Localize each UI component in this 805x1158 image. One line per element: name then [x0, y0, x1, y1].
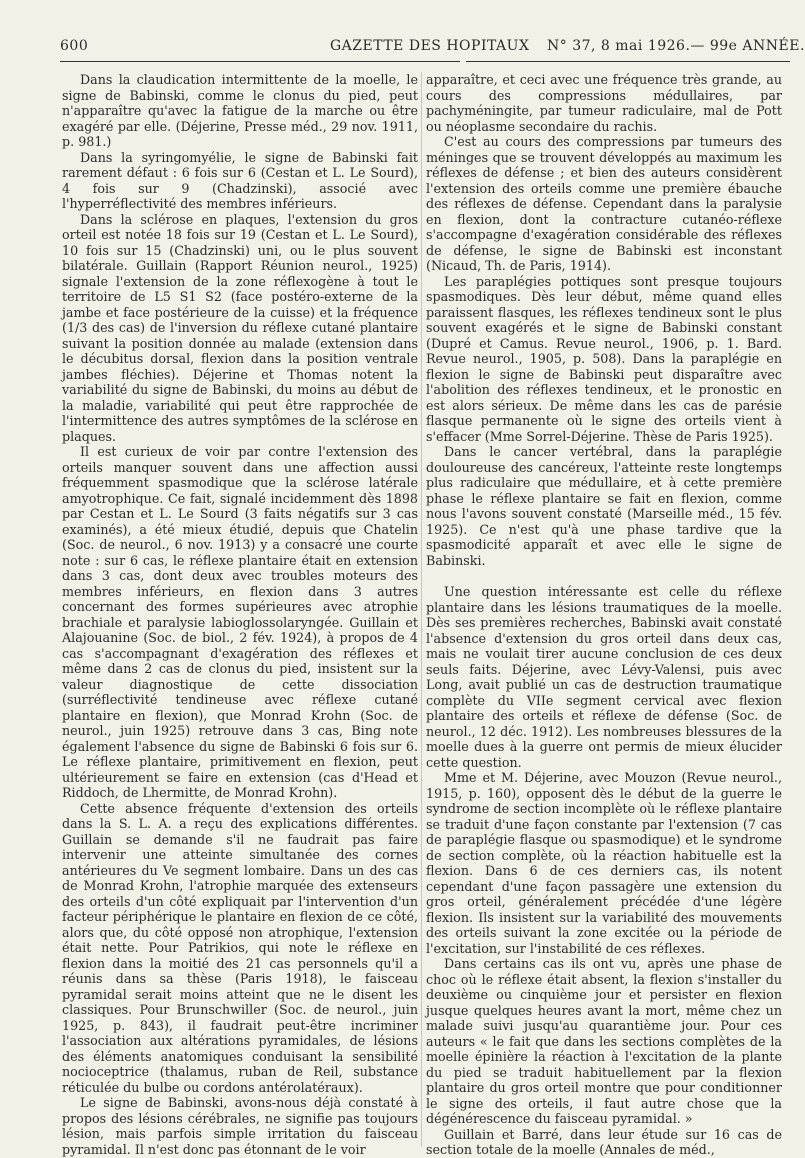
paragraph: Dans le cancer vertébral, dans la paraplégie douloureuse des cancéreux, l'atteinte reste longtemps plus radiculaire que médullaire, et à cette première phase le réflexe plantaire se fait en flexion, comme nous l'avons souvent constaté (Marseille méd., 15 fév. 1925). Ce n'est qu'à une phase tardive que la spasmodicité apparaît et avec elle le signe de Babinski.: [426, 444, 782, 568]
journal-title: GAZETTE DES HOPITAUX: [330, 38, 530, 54]
page-number: 600: [60, 38, 89, 54]
paragraph: apparaître, et ceci avec une fréquence très grande, au cours des compressions médullaires, par pachyméningite, par tumeur radiculaire, mal de Pott ou néoplasme secondaire du rachis.: [426, 72, 782, 134]
paragraph: Il est curieux de voir par contre l'extension des orteils manquer souvent dans une affection aussi fréquemment spasmodique que la sclérose latérale amyotrophique. Ce fait, signalé incidemment dès 1898 par Cestan et L. Le Sourd (3 faits négatifs sur 3 cas examinés), a été mieux étudié, depuis que Chatelin (Soc. de neurol., 6 nov. 1913) y a consacré une courte note : sur 6 cas, le réflexe plantaire était en extension dans 3 cas, dont deux avec troubles moteurs des membres inférieurs, en flexion dans 3 autres concernant des formes supérieures avec atrophie brachiale et paralysie labioglossolaryngée. Guillain et Alajouanine (Soc. de biol., 2 fév. 1924), à propos de 4 cas s'accompagnant d'exagération des réflexes et même dans 2 cas de clonus du pied, insistent sur la valeur diagnostique de cette dissociation (surréflectivité tendineuse avec réflexe cutané plantaire en flexion), que Monrad Krohn (Soc. de neurol., juin 1925) retrouve dans 3 cas, Bing note également l'absence du signe de Babinski 6 fois sur 6. Le réflexe plantaire, primitivement en flexion, peut ultérieurement se faire en extension (cas d'Head et Riddoch, de Lhermitte, de Monrad Krohn).: [62, 444, 418, 800]
column-divider: [421, 72, 422, 1147]
page-header: [60, 34, 805, 62]
paragraph: Mme et M. Déjerine, avec Mouzon (Revue neurol., 1915, p. 160), opposent dès le début de la guerre le syndrome de section incomplète où le réflexe plantaire se traduit d'une façon constante par l'extension (7 cas de paraplégie flasque ou spasmodique) et le syndrome de section complète, où la réaction habituelle est la flexion. Dans 6 de ces derniers cas, ils notent cependant d'une façon passagère une extension du gros orteil, généralement précédée d'une légère flexion. Ils insistent sur la variabilité des mouvements des orteils suivant la zone excitée ou la période de l'excitation, sur l'instabilité de ces réflexes.: [426, 770, 782, 956]
right-column: [426, 72, 782, 1157]
header-rule: [466, 61, 790, 62]
paragraph: C'est au cours des compressions par tumeurs des méninges que se trouvent développés au maximum les réflexes de défense ; et bien des auteurs considèrent l'extension des orteils comme une première ébauche des réflexes de défense. Cependant dans la paralysie en flexion, dont la contracture cutanéo-réflexe s'accompagne d'exagération considérable des réflexes de défense, le signe de Babinski est inconstant (Nicaud, Th. de Paris, 1914).: [426, 134, 782, 273]
issue-info: N° 37, 8 mai 1926.— 99e ANNÉE.: [547, 38, 805, 54]
paragraph: Une question intéressante est celle du réflexe plantaire dans les lésions traumatiques de la moelle. Dès ses premières recherches, Babinski avait constaté l'absence d'extension du gros orteil dans deux cas, mais ne voulait tirer aucune conclusion de ces deux seuls faits. Déjerine, avec Lévy-Valensi, puis avec Long, avait publié un cas de destruction traumatique complète du VIIe segment cervical avec flexion plantaire des orteils et réflexe de défense (Soc. de neurol., 12 déc. 1912). Les nombreuses blessures de la moelle dues à la guerre ont permis de mieux élucider cette question.: [426, 584, 782, 770]
paragraph: Cette absence fréquente d'extension des orteils dans la S. L. A. a reçu des explications différentes. Guillain se demande s'il ne faudrait pas faire intervenir une atteinte simultanée des cornes antérieures du Ve segment lombaire. Dans un des cas de Monrad Krohn, l'atrophie marquée des extenseurs des orteils d'un côté expliquait par l'intervention d'un facteur périphérique le plantaire en flexion de ce côté, alors que, du côté opposé non atrophique, l'extension était nette. Pour Patrikios, qui note le réflexe en flexion dans la moitié des 21 cas personnels qu'il a réunis dans sa thèse (Paris 1918), le faisceau pyramidal serait moins atteint que ne le disent les classiques. Pour Brunschwiller (Soc. de neurol., juin 1925, p. 843), il faudrait peut-être incriminer l'association aux altérations pyramidales, de lésions des éléments anatomiques conduisant la sensibilité nocioceptrice (thalamus, ruban de Reil, substance réticulée du bulbe ou cordons antérolatéraux).: [62, 800, 418, 1095]
paragraph: Dans la syringomyélie, le signe de Babinski fait rarement défaut : 6 fois sur 6 (Cestan et L. Le Sourd), 4 fois sur 9 (Chadzinski), associé avec l'hyperréflectivité des membres inférieurs.: [62, 149, 418, 211]
paragraph: Dans la claudication intermittente de la moelle, le signe de Babinski, comme le clonus du pied, peut n'apparaître qu'avec la fatigue de la marche ou être exagéré par elle. (Déjerine, Presse méd., 29 nov. 1911, p. 981.): [62, 72, 418, 149]
left-column: [62, 72, 418, 1157]
paragraph: Dans certains cas ils ont vu, après une phase de choc où le réflexe était absent, la flexion s'installer du deuxième ou cinquième jour et persister en flexion jusque quelques heures avant la mort, même chez un malade suivi jusqu'au quarantième jour. Pour ces auteurs « le fait que dans les sections complètes de la moelle épinière la réaction à l'excitation de la plante du pied se traduit habituellement par la flexion plantaire du gros orteil montre que pour conditionner le signe des orteils, il faut autre chose que la dégénérescence du faisceau pyramidal. »: [426, 956, 782, 1126]
paragraph: Dans la sclérose en plaques, l'extension du gros orteil est notée 18 fois sur 19 (Cestan et L. Le Sourd), 10 fois sur 15 (Chadzinski) uni, ou le plus souvent bilatérale. Guillain (Rapport Réunion neurol., 1925) signale l'extension de la zone réflexogène à tout le territoire de L5 S1 S2 (face postéro-externe de la jambe et face postérieure de la cuisse) et la fréquence (1/3 des cas) de l'inversion du réflexe cutané plantaire suivant la position donnée au malade (extension dans le décubitus dorsal, flexion dans la position ventrale jambes fléchies). Déjerine et Thomas notent la variabilité du signe de Babinski, du moins au début de la maladie, variabilité qui peut être rapprochée de l'intermittence des autres symptômes de la sclérose en plaques.: [62, 211, 418, 444]
paragraph: Guillain et Barré, dans leur étude sur 16 cas de section totale de la moelle (Annales de méd.,: [426, 1126, 782, 1157]
header-rule: [60, 61, 460, 62]
paragraph: Les paraplégies pottiques sont presque toujours spasmodiques. Dès leur début, même quand elles paraissent flasques, les réflexes tendineux sont le plus souvent exagérés et le signe de Babinski constant (Dupré et Camus. Revue neurol., 1906, p. 1. Bard. Revue neurol., 1905, p. 508). Dans la paraplégie en flexion le signe de Babinski peut disparaître avec l'abolition des réflexes tendineux, et le pronostic en est alors sérieux. De même dans les cas de parésie flasque permanente où le signe des orteils vient à s'effacer (Mme Sorrel-Déjerine. Thèse de Paris 1925).: [426, 273, 782, 444]
paragraph: Le signe de Babinski, avons-nous déjà constaté à propos des lésions cérébrales, ne signifie pas toujours lésion, mais parfois simple irritation du faisceau pyramidal. Il n'est donc pas étonnant de le voir: [62, 1095, 418, 1157]
